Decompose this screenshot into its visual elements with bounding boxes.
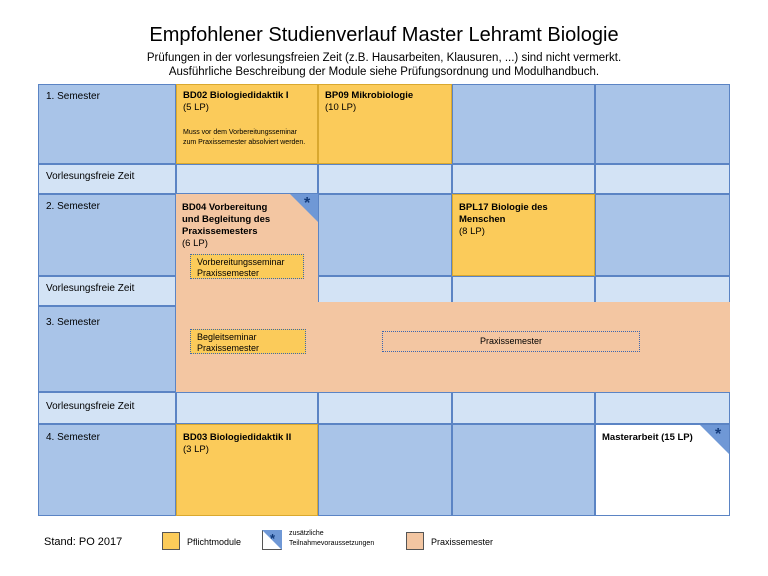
- row-label-semester-4: 4. Semester: [46, 432, 100, 443]
- module-bpl17-title-line-2: Menschen: [459, 214, 506, 225]
- module-bd03-title: BD03 Biologiedidaktik II: [183, 432, 292, 443]
- begleitseminar-label-line-2: Praxissemester: [197, 343, 260, 353]
- page-title: Empfohlener Studienverlauf Master Lehramt Biologie: [149, 24, 619, 46]
- begleitseminar-label-line-1: Begleitseminar: [197, 332, 257, 342]
- module-bp09-title: BP09 Mikrobiologie: [325, 90, 414, 101]
- grid-cell: [452, 392, 595, 424]
- stand-label: Stand: PO 2017: [44, 536, 123, 548]
- praxissemester-box: Praxissemester: [382, 331, 640, 352]
- legend-label-pflichtmodule: Pflichtmodule: [187, 537, 242, 547]
- subtitle-exams: Prüfungen in der vorlesungsfreien Zeit (z.B. Hausarbeiten, Klausuren, ...) sind nicht vermerkt.: [146, 52, 622, 64]
- requirement-star-icon: *: [715, 426, 722, 443]
- row-label-semester-3: 3. Semester: [46, 317, 100, 328]
- grid-cell: [318, 392, 452, 424]
- grid-cell: [176, 392, 318, 424]
- module-bp09-lp: (10 LP): [325, 102, 357, 113]
- legend-label-praxissemester: Praxissemester: [431, 537, 494, 547]
- module-bd04-title-line-2: und Begleitung des: [182, 214, 271, 225]
- grid-cell: [595, 392, 730, 424]
- module-bd04-title-line-1: BD04 Vorbereitung: [182, 202, 268, 213]
- row-label-vorlesungsfrei-3: Vorlesungsfreie Zeit: [46, 401, 135, 412]
- begleitseminar-box: [190, 329, 306, 354]
- row-label-semester-2: 2. Semester: [46, 201, 100, 212]
- legend-swatch-pflichtmodule: [162, 532, 180, 550]
- row-label-vorlesungsfrei-1: Vorlesungsfreie Zeit: [46, 171, 135, 182]
- module-bd03-lp: (3 LP): [183, 444, 209, 455]
- grid-cell: [452, 424, 595, 516]
- row-label-vorlesungsfrei-2: Vorlesungsfreie Zeit: [46, 283, 135, 294]
- module-bpl17-lp: (8 LP): [459, 226, 485, 237]
- module-bd04-title-line-3: Praxissemesters: [182, 226, 258, 237]
- vorbereitungsseminar-label-line-2: Praxissemester: [197, 268, 260, 278]
- grid-cell: [452, 164, 595, 194]
- legend-label-zusatz-line-1: zusätzliche: [289, 530, 324, 537]
- vorbereitungsseminar-label-line-1: Vorbereitungsseminar: [197, 257, 285, 267]
- grid-cell: [318, 164, 452, 194]
- requirement-star-icon: *: [304, 195, 311, 212]
- module-bd02-title: BD02 Biologiedidaktik I: [183, 90, 289, 101]
- subtitle-modules: Ausführliche Beschreibung der Module siehe Prüfungsordnung und Modulhandbuch.: [168, 66, 600, 78]
- requirement-star-icon: *: [270, 531, 276, 546]
- grid-cell: [318, 194, 452, 276]
- module-masterarbeit-title: Masterarbeit (15 LP): [602, 432, 693, 443]
- module-bd02-note: Muss vor dem Vorbereitungsseminar zum Praxissemester absolviert werden.: [183, 129, 306, 146]
- legend-swatch-praxissemester: [406, 532, 424, 550]
- legend-label-zusatz-line-2: Teilnahmevoraussetzungen: [289, 540, 375, 547]
- grid-cell: [595, 194, 730, 276]
- grid-cell: [176, 164, 318, 194]
- module-bd04-lp: (6 LP): [182, 238, 208, 249]
- module-bpl17-title-line-1: BPL17 Biologie des: [459, 202, 548, 213]
- grid-cell: [318, 424, 452, 516]
- grid-cell: [452, 84, 595, 164]
- module-bd02-lp: (5 LP): [183, 102, 209, 113]
- grid-cell: [595, 84, 730, 164]
- row-label-semester-1: 1. Semester: [46, 91, 100, 102]
- vorbereitungsseminar-box: [190, 254, 304, 279]
- grid-cell: [595, 164, 730, 194]
